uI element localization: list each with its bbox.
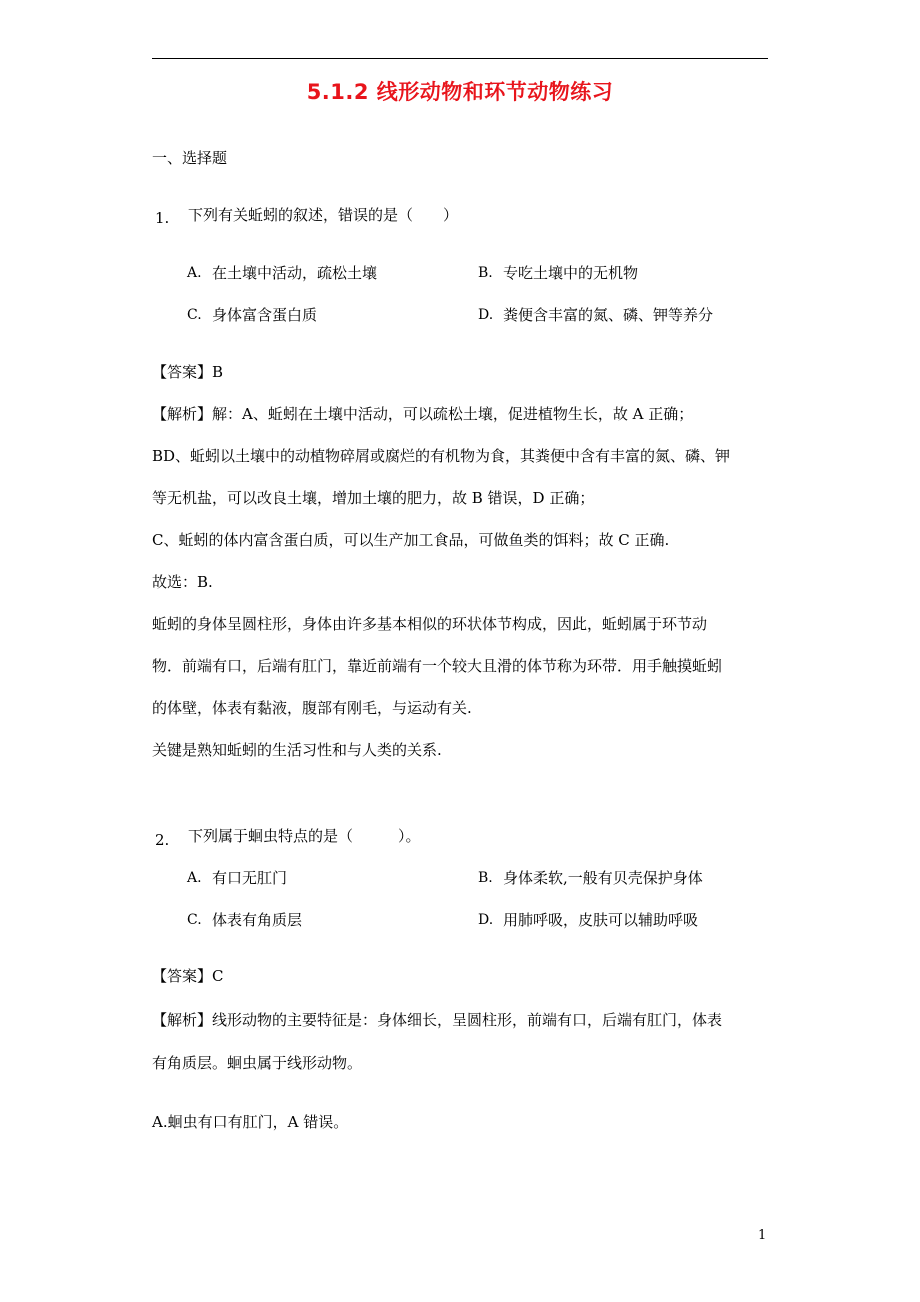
option-text: 体表有角质层 xyxy=(212,911,303,929)
answer-line: 【答案】B xyxy=(152,363,224,381)
analysis-line: 物．前端有口，后端有肛门，靠近前端有一个较大且滑的体节称为环带．用手触摸蚯蚓 xyxy=(152,657,723,675)
answer-line: 【答案】C xyxy=(152,967,224,985)
option-letter: C. xyxy=(187,307,202,323)
option-letter: B. xyxy=(478,265,493,281)
analysis-line: 蚯蚓的身体呈圆柱形，身体由许多基本相似的环状体节构成，因此，蚯蚓属于环节动 xyxy=(152,615,708,633)
option-text: 有口无肛门 xyxy=(212,869,288,887)
section-heading: 一、选择题 xyxy=(152,149,228,167)
option-letter: D. xyxy=(478,307,494,323)
option-letter: C. xyxy=(187,912,202,928)
option-text: 在土壤中活动，疏松土壤 xyxy=(212,264,378,282)
page-title: 5.1.2 线形动物和环节动物练习 xyxy=(306,80,614,104)
header-rule xyxy=(152,58,768,59)
analysis-line: C、蚯蚓的体内富含蛋白质，可以生产加工食品，可做鱼类的饵料；故 C 正确. xyxy=(152,531,670,549)
option-letter: D. xyxy=(478,912,494,928)
analysis-line: 关键是熟知蚯蚓的生活习性和与人类的关系. xyxy=(152,741,442,759)
option-text: 粪便含丰富的氮、磷、钾等养分 xyxy=(503,306,714,324)
analysis-line: 【解析】线形动物的主要特征是：身体细长，呈圆柱形，前端有口，后端有肛门，体表 xyxy=(152,1011,723,1029)
option-text: 用肺呼吸，皮肤可以辅助呼吸 xyxy=(503,911,699,929)
analysis-line: A.蛔虫有口有肛门，A 错误。 xyxy=(152,1113,349,1131)
analysis-line: 故选：B. xyxy=(152,573,213,591)
option-letter: A. xyxy=(187,265,202,281)
question-number: 1. xyxy=(155,209,170,227)
option-text: 专吃土壤中的无机物 xyxy=(503,264,639,282)
analysis-line: BD、蚯蚓以土壤中的动植物碎屑或腐烂的有机物为食，其粪便中含有丰富的氮、磷、钾 xyxy=(152,447,731,465)
option-text: 身体柔软,一般有贝壳保护身体 xyxy=(503,869,703,887)
question-stem: 下列属于蛔虫特点的是（ ）。 xyxy=(188,827,421,845)
analysis-line: 【解析】解：A、蚯蚓在土壤中活动，可以疏松土壤，促进植物生长，故 A 正确； xyxy=(152,405,694,423)
analysis-line: 的体壁，体表有黏液，腹部有刚毛，与运动有关. xyxy=(152,699,472,717)
question-stem: 下列有关蚯蚓的叙述，错误的是（ ） xyxy=(188,206,459,224)
analysis-line: 有角质层。蛔虫属于线形动物。 xyxy=(152,1054,363,1072)
option-text: 身体富含蛋白质 xyxy=(212,306,318,324)
page-number: 1 xyxy=(758,1228,767,1243)
question-number: 2. xyxy=(155,831,170,849)
option-letter: B. xyxy=(478,870,493,886)
option-letter: A. xyxy=(187,870,202,886)
analysis-line: 等无机盐，可以改良土壤，增加土壤的肥力，故 B 错误，D 正确； xyxy=(152,489,595,507)
